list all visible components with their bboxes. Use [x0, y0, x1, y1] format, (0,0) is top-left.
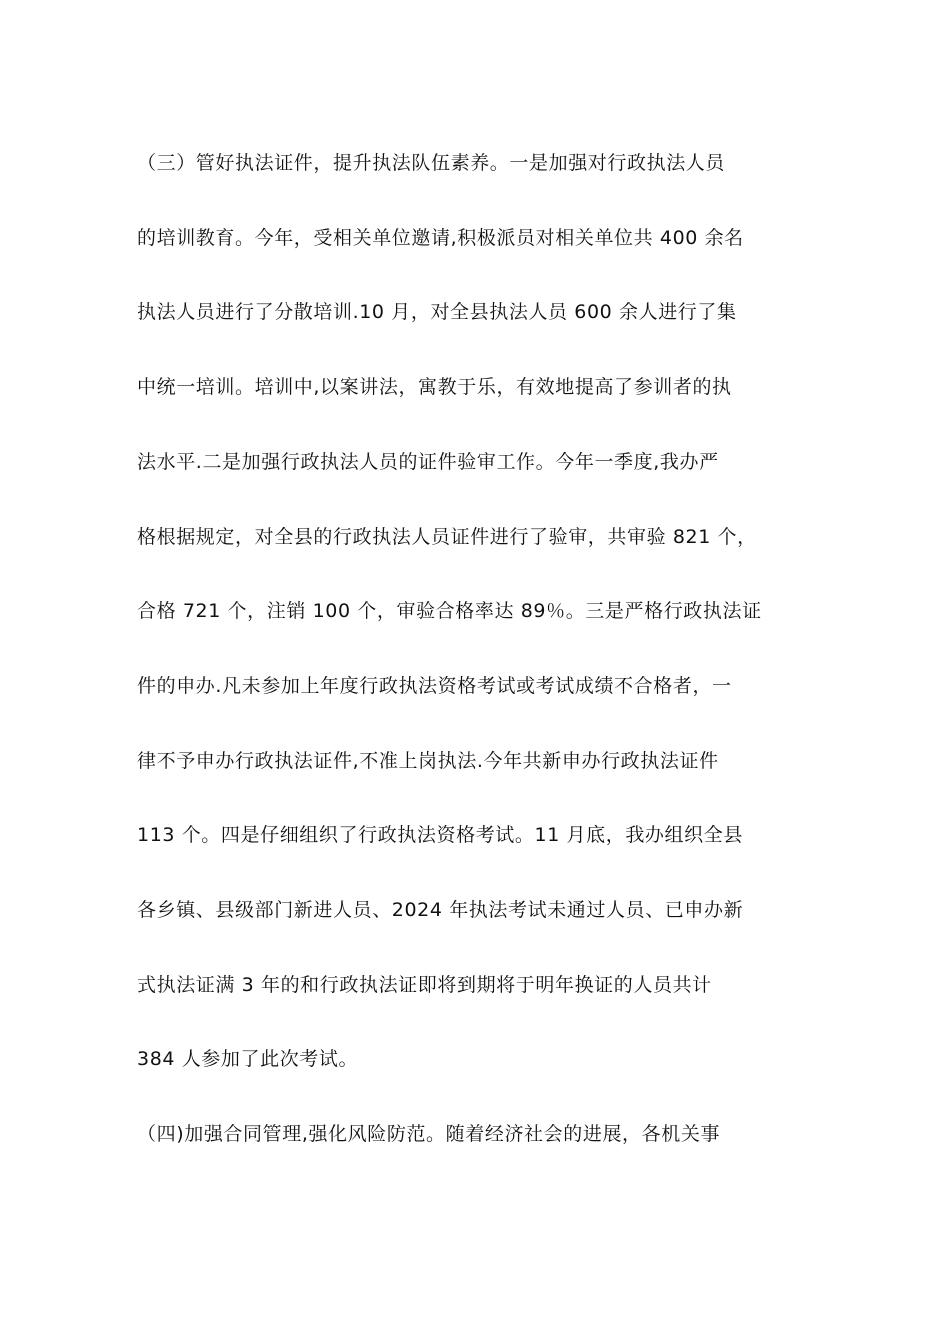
paragraph-line: 各乡镇、县级部门新进人员、2024 年执法考试未通过人员、已申办新	[137, 899, 744, 921]
paragraph-line: 113 个。四是仔细组织了行政执法资格考试。11 月底，我办组织全县	[137, 824, 743, 846]
paragraph-line: 律不予申办行政执法证件,不准上岗执法.今年共新申办行政执法证件	[137, 750, 719, 772]
paragraph-line: 执法人员进行了分散培训.10 月，对全县执法人员 600 余人进行了集	[137, 301, 737, 323]
paragraph-line: 件的申办.凡未参加上年度行政执法资格考试或考试成绩不合格者，一	[137, 675, 732, 697]
paragraph-line: 中统一培训。培训中,以案讲法，寓教于乐，有效地提高了参训者的执	[137, 376, 732, 398]
paragraph-line: 合格 721 个，注销 100 个，审验合格率达 89％。三是严格行政执法证	[137, 600, 762, 622]
paragraph-line: （四)加强合同管理,强化风险防范。随着经济社会的进展，各机关事	[137, 1123, 721, 1145]
paragraph-line: 384 人参加了此次考试。	[137, 1048, 359, 1070]
paragraph-line: （三）管好执法证件，提升执法队伍素养。一是加强对行政执法人员	[137, 152, 726, 174]
paragraph-line: 法水平.二是加强行政执法人员的证件验审工作。今年一季度,我办严	[137, 451, 719, 473]
paragraph-line: 格根据规定，对全县的行政执法人员证件进行了验审，共审验 821 个，	[137, 526, 757, 548]
paragraph-line: 的培训教育。今年，受相关单位邀请,积极派员对相关单位共 400 余名	[137, 227, 744, 249]
paragraph-line: 式执法证满 3 年的和行政执法证即将到期将于明年换证的人员共计	[137, 974, 712, 996]
